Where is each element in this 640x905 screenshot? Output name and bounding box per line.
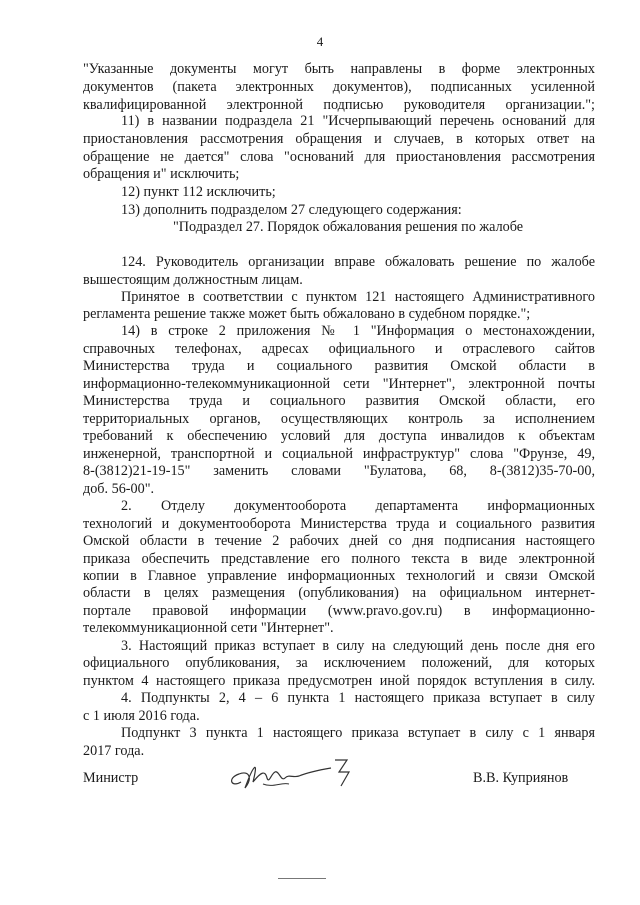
text-line: приостановления рассмотрения обращения и случаев, в которых ответ на	[83, 131, 595, 147]
text-line: требований к обеспечению условий для доступа инвалидов к объектам	[83, 428, 595, 444]
text-line: Подпункт 3 пункта 1 настоящего приказа вступает в силу с 1 января	[121, 725, 595, 741]
text-line: области в целях размещения (опубликования) на официальном интернет-	[83, 585, 595, 601]
text-line: 124. Руководитель организации вправе обжаловать решение по жалобе	[121, 254, 595, 270]
text-line: технологий и документооборота Министерства труда и социального развития	[83, 516, 595, 532]
text-line: доб. 56-00".	[83, 481, 155, 497]
text-line: с 1 июля 2016 года.	[83, 708, 200, 724]
signatory-role: Министр	[83, 770, 139, 786]
text-line: портале правовой информации (www.pravo.gov.ru) в информационно-	[83, 603, 595, 619]
handwritten-signature	[223, 748, 363, 798]
text-line: 2017 года.	[83, 743, 145, 759]
text-line: вышестоящим должностным лицам.	[83, 272, 303, 288]
text-line: 11) в названии подраздела 21 "Исчерпывающий перечень оснований для	[121, 113, 595, 129]
text-line: документов (пакета электронных документов), подписанных усиленной	[83, 79, 595, 95]
text-line: телекоммуникационной сети "Интернет".	[83, 620, 334, 636]
text-line: инженерной, транспортной и социальной инфраструктур" слова "Фрунзе, 49,	[83, 446, 595, 462]
text-line: Омской области в течение 2 рабочих дней со дня подписания настоящего	[83, 533, 595, 549]
text-line: 3. Настоящий приказ вступает в силу на следующий день после дня его	[121, 638, 595, 654]
text-line: Министерства труда и социального развития Омской области, его	[83, 393, 595, 409]
text-line: 12) пункт 112 исключить;	[121, 184, 276, 200]
text-line: 4. Подпункты 2, 4 – 6 пункта 1 настоящего приказа вступает в силу	[121, 690, 595, 706]
text-line: Министерства труда и социального развития Омской области в	[83, 358, 595, 374]
text-line: 8-(3812)21-19-15" заменить словами "Булатова, 68, 8-(3812)35-70-00,	[83, 463, 595, 479]
text-line: приказа обеспечить представление его полного текста в виде электронной	[83, 551, 595, 567]
subsection-heading: "Подраздел 27. Порядок обжалования решения по жалобе	[173, 219, 524, 235]
text-line: квалифицированной электронной подписью руководителя организации.";	[83, 97, 595, 113]
text-line: копии в Главное управление информационных технологий и связи Омской	[83, 568, 595, 584]
signatory-name: В.В. Куприянов	[473, 770, 569, 786]
footer-divider	[278, 878, 326, 879]
text-line: регламента решение также может быть обжаловано в судебном порядке.";	[83, 306, 531, 322]
text-line: официального опубликования, за исключением положений, для которых	[83, 655, 595, 671]
text-line: пунктом 4 настоящего приказа предусмотрен иной порядок вступления в силу.	[83, 673, 595, 689]
text-line: 13) дополнить подразделом 27 следующего содержания:	[121, 202, 462, 218]
text-line: Принятое в соответствии с пунктом 121 настоящего Административного	[121, 289, 595, 305]
text-line: обращения и" исключить;	[83, 166, 240, 182]
text-line: "Указанные документы могут быть направлены в форме электронных	[83, 61, 595, 77]
text-line: 14) в строке 2 приложения № 1 "Информация о местонахождении,	[121, 323, 595, 339]
page-number: 4	[316, 34, 324, 49]
text-line: обращение не дается" слова "оснований для приостановления рассмотрения	[83, 149, 595, 165]
text-line: 2. Отделу документооборота департамента информационных	[121, 498, 595, 514]
text-line: территориальных органов, осуществляющих контроль за исполнением	[83, 411, 595, 427]
text-line: информационно-телекоммуникационной сети "Интернет", электронной почты	[83, 376, 595, 392]
text-line: справочных телефонах, адресах официального и отраслевого сайтов	[83, 341, 595, 357]
